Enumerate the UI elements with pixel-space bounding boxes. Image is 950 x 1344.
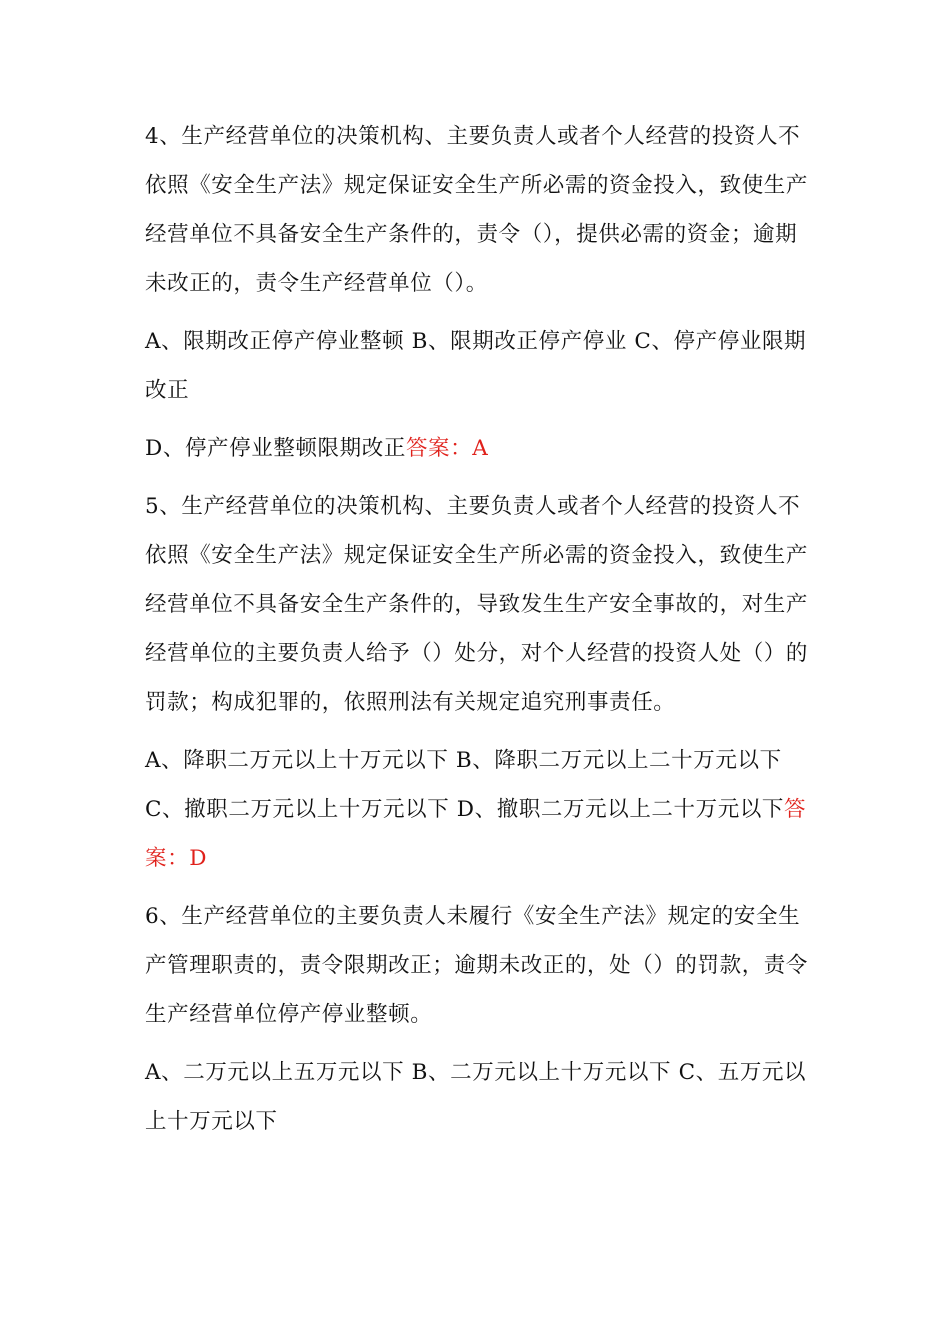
question-4-stem: 4、生产经营单位的决策机构、主要负责人或者个人经营的投资人不依照《安全生产法》规定保证安全生产所必需的资金投入，致使生产经营单位不具备安全生产条件的，责令（），提供必需的资金；逾期未改正的，责令生产经营单位（）。 [145,124,809,296]
question-5-answer: 答案：D [145,797,807,871]
question-6-stem: 6、生产经营单位的主要负责人未履行《安全生产法》规定的安全生产管理职责的，责令限期改正；逾期未改正的，处（）的罚款，责令生产经营单位停产停业整顿。 [145,904,809,1027]
question-4-options: A、限期改正停产停业整顿 B、限期改正停产停业 C、停产停业限期改正 [145,329,807,403]
document-page [145,112,810,1155]
question-4-answer: 答案：A [405,436,489,461]
question-5-options [145,736,810,883]
question-6-options: A、二万元以上五万元以下 B、二万元以上十万元以下 C、五万元以上十万元以下 [145,1060,807,1134]
question-4-option-d [145,424,810,473]
question-4-option-d-text: D、停产停业整顿限期改正 [145,436,406,461]
question-5-stem: 5、生产经营单位的决策机构、主要负责人或者个人经营的投资人不依照《安全生产法》规定保证安全生产所必需的资金投入，致使生产经营单位不具备安全生产条件的，导致发生生产安全事故的，对生产经营单位的主要负责人给予（）处分，对个人经营的投资人处（）的罚款；构成犯罪的，依照刑法有关规定追究刑事责任。 [145,494,809,715]
question-5-options-text: A、降职二万元以上十万元以下 B、降职二万元以上二十万元以下 C、撤职二万元以上十万元以下 D、撤职二万元以上二十万元以下 [145,748,785,822]
